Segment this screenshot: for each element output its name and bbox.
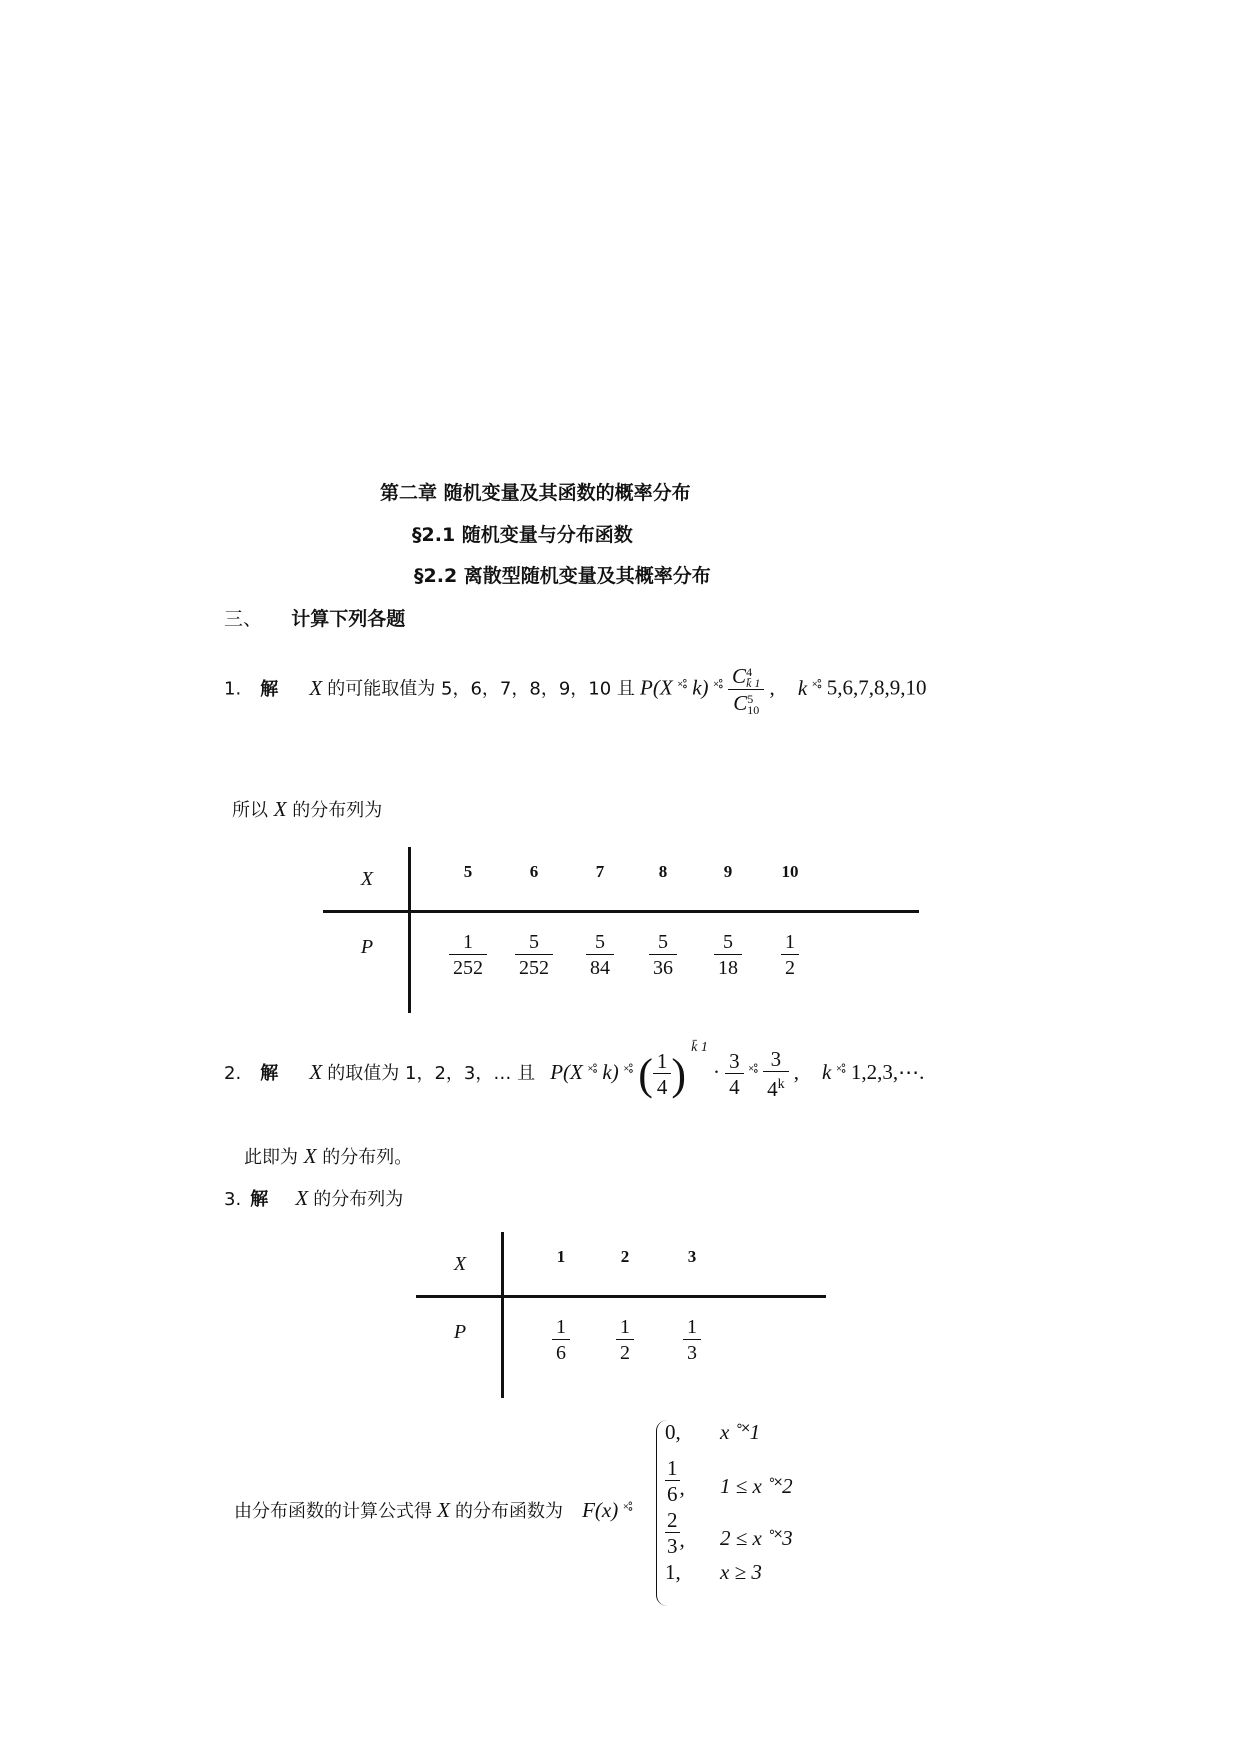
variable-x: X [273, 797, 287, 821]
cdf-text-b: 的分布函数为 [455, 1501, 564, 1522]
case-fraction [665, 1456, 680, 1507]
glyph-artifact: ˟∘̊ [713, 679, 723, 695]
case-comma: , [679, 1475, 685, 1500]
glyph-artifact: ˟∘̊ [587, 1064, 598, 1079]
probability-fraction [449, 930, 487, 981]
problem-2-conclusion [244, 1143, 412, 1169]
table-horizontal-rule [323, 910, 919, 913]
denominator: C [733, 691, 748, 716]
probability-fraction [683, 1315, 701, 1366]
part-number: 三、 [224, 608, 263, 630]
probability-fraction [616, 1315, 634, 1366]
fraction-denominator: 6 [556, 1342, 566, 1364]
row-label-p: P [453, 1321, 467, 1343]
fraction-denominator: 36 [653, 957, 673, 979]
probability-fraction [781, 930, 799, 981]
table-value-cell: 1 [556, 1247, 566, 1266]
probability-fraction [714, 930, 742, 981]
case-condition: 2 ≤ x ˚˟3 [720, 1526, 793, 1550]
fraction-numerator: 5 [649, 930, 677, 955]
case-value: 1, [665, 1560, 681, 1584]
multiply-dot: · [712, 1060, 720, 1084]
solution-label: 解 [260, 1063, 279, 1084]
exponent: k̄ 1 [691, 1040, 708, 1055]
table-vertical-rule [501, 1232, 504, 1398]
cdf-text-a: 由分布函数的计算公式得 [234, 1501, 432, 1522]
table-value-cell: 6 [529, 862, 539, 881]
glyph-artifact: ˟∘̊ [677, 679, 688, 695]
probability-fraction [515, 930, 553, 981]
case-value [665, 1456, 685, 1507]
paren-right: ) [671, 1050, 687, 1099]
probability-fraction [649, 930, 677, 981]
numerator-sup: 4 [746, 665, 753, 680]
table-value-cell: 3 [687, 1247, 697, 1266]
case-value: 0, [665, 1420, 681, 1444]
solution-label: 解 [260, 678, 279, 700]
table-probability-cell [438, 930, 498, 981]
case-numerator: 1 [667, 1456, 678, 1480]
table-probability-cell [504, 930, 564, 981]
problem-2 [224, 1040, 924, 1102]
probability-fraction [552, 1315, 570, 1366]
combination-fraction [728, 664, 764, 716]
cdf-statement [234, 1497, 633, 1523]
case-condition: 1 ≤ x ˚˟2 [720, 1474, 793, 1498]
cdf-lhs: F(x) [582, 1498, 619, 1522]
problem-number: 1. [224, 678, 242, 700]
intro-suffix: 的分布列为 [292, 800, 383, 821]
table-probability-cell [698, 930, 758, 981]
intro-prefix: 所以 [232, 800, 268, 821]
table-probability-cell [531, 1315, 591, 1366]
table-probability-cell [570, 930, 630, 981]
f2-sup: k [777, 1077, 785, 1092]
table-probability-cell [633, 930, 693, 981]
table-probability-cell [595, 1315, 655, 1366]
variable-x: X [309, 1060, 323, 1084]
comma: , [769, 675, 775, 700]
variable-x: X [309, 675, 323, 700]
case-condition: x ˚˟1 [720, 1420, 761, 1444]
fraction-numerator: 5 [714, 930, 742, 955]
formula-k: k) [602, 1060, 619, 1084]
solution-label: 解 [250, 1189, 269, 1210]
k-range: 1,2,3,⋯. [850, 1060, 925, 1084]
table-value-cell: 7 [595, 862, 605, 881]
table-value-cell: 10 [781, 862, 799, 881]
case-comma: , [679, 1527, 685, 1552]
table-probability-cell [662, 1315, 722, 1366]
glyph-artifact: ˟∘̊ [623, 1064, 634, 1079]
f1-den: 4 [729, 1075, 740, 1099]
f2-den: 4 [767, 1077, 778, 1101]
table1-intro [232, 796, 382, 822]
part-heading [224, 604, 405, 631]
table-horizontal-rule [416, 1295, 826, 1298]
fraction-denominator: 2 [785, 957, 795, 979]
base-den: 4 [656, 1075, 668, 1099]
base-num: 1 [653, 1049, 672, 1074]
denominator-sup: 5 [747, 692, 754, 707]
problem-3 [224, 1185, 403, 1211]
conclusion-suffix: 的分布列。 [322, 1147, 413, 1168]
problem-number: 3. [224, 1189, 242, 1210]
fraction-3-4k [763, 1047, 789, 1102]
problem-1 [224, 664, 926, 716]
k-range: 5,6,7,8,9,10 [826, 675, 927, 700]
formula-k: k) [692, 675, 709, 700]
fraction-denominator: 252 [519, 957, 549, 979]
row-label-x: X [360, 868, 374, 890]
table-value-cell: 9 [723, 862, 733, 881]
variable-x: X [437, 1498, 450, 1522]
f1-num: 3 [725, 1049, 744, 1074]
glyph-artifact: ˟∘̊ [812, 679, 822, 695]
k-variable: k [797, 675, 808, 700]
fraction-3-4 [725, 1049, 744, 1100]
row-label-x: X [453, 1253, 467, 1275]
numerator-sub: k̄ 1 [746, 676, 761, 691]
case-fraction [665, 1508, 680, 1559]
case-value [665, 1508, 685, 1559]
formula-lhs: P(X [640, 675, 673, 700]
case-denominator: 6 [667, 1482, 678, 1506]
fraction-denominator: 18 [718, 957, 738, 979]
table-value-cell: 2 [620, 1247, 630, 1266]
table-value-cell: 5 [463, 862, 473, 881]
fraction-numerator: 1 [449, 930, 487, 955]
conclusion-prefix: 此即为 [244, 1147, 298, 1168]
row-label-p: P [360, 936, 374, 958]
comma: , [793, 1060, 799, 1084]
fraction-denominator: 2 [620, 1342, 630, 1364]
case-condition: x ≥ 3 [720, 1560, 762, 1584]
glyph-artifact: ˟∘̊ [623, 1502, 633, 1517]
base-fraction [653, 1049, 672, 1100]
f2-num: 3 [763, 1047, 789, 1072]
variable-x: X [295, 1186, 309, 1210]
case-denominator: 3 [667, 1534, 678, 1558]
fraction-numerator: 5 [586, 930, 614, 955]
case-numerator: 2 [667, 1508, 678, 1532]
fraction-numerator: 1 [616, 1315, 634, 1340]
section-title-2-1: §2.1 随机变量与分布函数 [412, 524, 633, 546]
glyph-artifact: ˟∘̊ [836, 1064, 846, 1079]
table-probability-cell [760, 930, 820, 981]
k-variable: k [822, 1060, 832, 1084]
fraction-denominator: 3 [687, 1342, 697, 1364]
problem-text: 的取值为 1，2，3，… 且 [327, 1063, 536, 1084]
probability-fraction [586, 930, 614, 981]
chapter-title: 第二章 随机变量及其函数的概率分布 [380, 482, 691, 504]
problem-number: 2. [224, 1063, 242, 1084]
formula-lhs: P(X [550, 1060, 583, 1084]
problem-text: 的可能取值为 5，6，7，8，9，10 且 [327, 678, 635, 700]
part-title: 计算下列各题 [291, 608, 406, 630]
fraction-denominator: 84 [590, 957, 610, 979]
glyph-artifact: ˟∘̊ [748, 1064, 758, 1079]
fraction-numerator: 1 [552, 1315, 570, 1340]
variable-x: X [303, 1144, 317, 1168]
fraction-denominator: 252 [453, 957, 483, 979]
section-title-2-2: §2.2 离散型随机变量及其概率分布 [414, 565, 711, 587]
table-value-cell: 8 [658, 862, 668, 881]
fraction-numerator: 1 [683, 1315, 701, 1340]
table-vertical-rule [408, 847, 411, 1013]
numerator: C [732, 664, 747, 688]
paren-left: ( [638, 1050, 653, 1099]
fraction-numerator: 5 [515, 930, 553, 955]
fraction-numerator: 1 [781, 930, 799, 955]
denominator-sub: 10 [747, 703, 760, 718]
problem-text: 的分布列为 [313, 1189, 404, 1210]
